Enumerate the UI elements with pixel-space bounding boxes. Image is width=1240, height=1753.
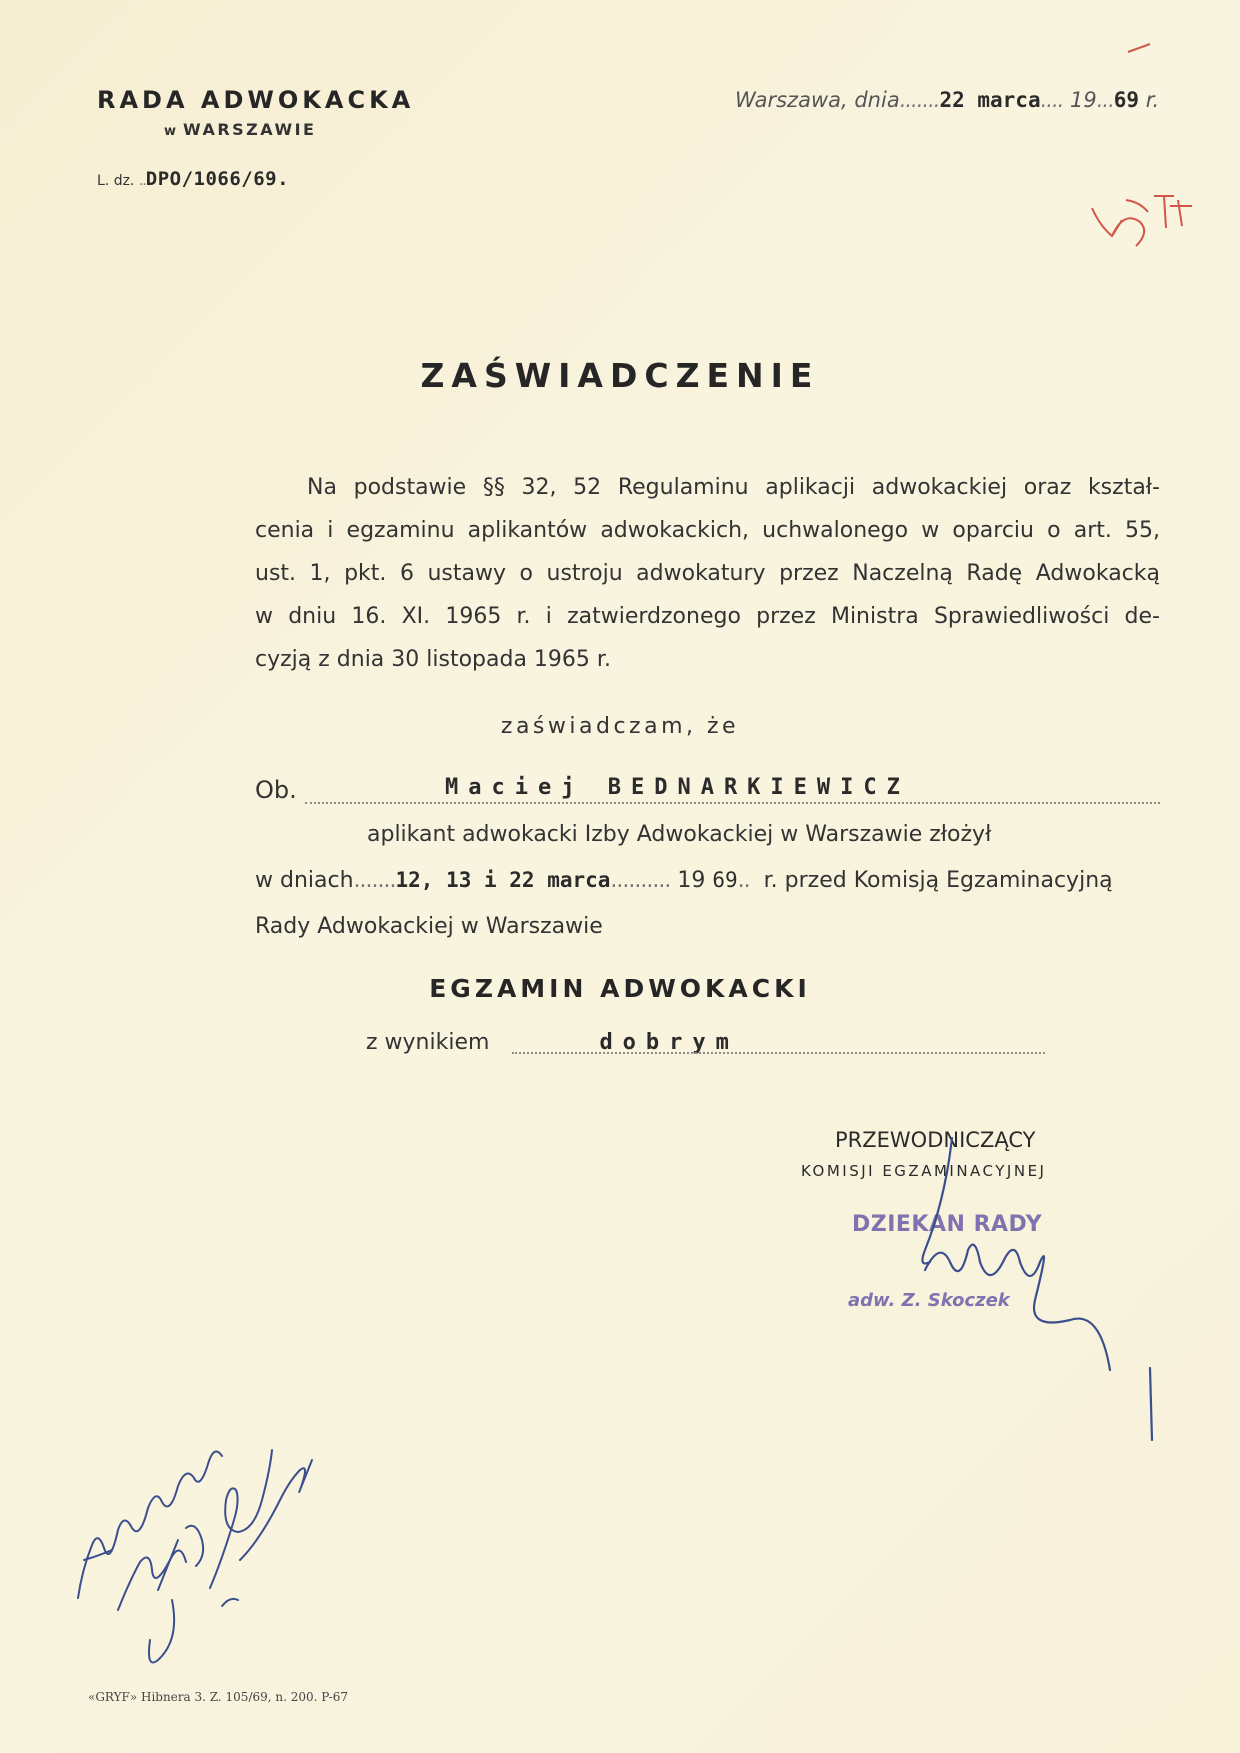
exam-dates-line: w dniach.......12, 13 i 22 marca.......... 19 69.. r. przed Komisją Egzaminacyjną	[255, 868, 1113, 893]
paragraph-line: cenia i egzaminu aplikantów adwokackich, uchwalonego w oparciu o art. 55,	[255, 518, 1160, 543]
result-value: dobrym	[599, 1030, 739, 1055]
dates-label: w dniach	[255, 868, 354, 893]
reference-label: L. dz.	[97, 173, 135, 189]
result-dotted-line	[512, 1052, 1045, 1054]
committee-name: KOMISJI EGZAMINACYJNEJ	[801, 1162, 1047, 1180]
attorney-stamp: adw. Z. Skoczek	[848, 1290, 1010, 1311]
exam-year-prefix: 19	[677, 868, 706, 893]
year-prefix: 19	[1069, 88, 1097, 112]
reference-number: L. dz. ..DPO/1066/69.	[97, 168, 290, 190]
exam-year: 69	[712, 868, 738, 892]
dean-stamp: DZIEKAN RADY	[852, 1212, 1043, 1237]
organization-city-prefix: w	[164, 124, 178, 139]
citizen-label: Ob.	[255, 776, 297, 804]
paragraph-line: ust. 1, pkt. 6 ustawy o ustroju adwokatury przez Naczelną Radę Adwokacką	[255, 561, 1160, 586]
exam-dates: 12, 13 i 22 marca	[395, 868, 611, 892]
organization-city	[164, 120, 316, 139]
year-value: 69	[1113, 88, 1140, 112]
document-title: ZAŚWIADCZENIE	[420, 356, 820, 395]
paragraph-line: w dniu 16. XI. 1965 r. i zatwierdzonego przez Ministra Sprawiedliwości de-	[255, 604, 1160, 629]
result-label: z wynikiem	[366, 1030, 490, 1055]
reference-value: DPO/1066/69.	[145, 168, 290, 190]
name-dotted-line	[305, 802, 1160, 804]
exam-committee-text: r. przed Komisją Egzaminacyjną	[763, 868, 1113, 893]
organization-city-name: WARSZAWIE	[183, 120, 317, 139]
place-label: Warszawa, dnia	[735, 88, 900, 112]
printer-imprint: «GRYF» Hibnera 3. Z. 105/69, n. 200. P-67	[88, 1690, 349, 1704]
candidate-name: Maciej BEDNARKIEWICZ	[445, 775, 910, 800]
chairman-title: PRZEWODNICZĄCY	[835, 1128, 1036, 1152]
date-value: 22 marca	[939, 88, 1041, 112]
exam-title: EGZAMIN ADWOKACKI	[429, 974, 811, 1003]
candidate-role-line: aplikant adwokacki Izby Adwokackiej w Warszawie złożył	[367, 822, 992, 847]
certify-phrase: zaświadczam, że	[500, 714, 740, 739]
organization-name: RADA ADWOKACKA	[97, 86, 415, 114]
paragraph-line: cyzją z dnia 30 listopada 1965 r.	[255, 647, 611, 672]
council-line: Rady Adwokackiej w Warszawie	[255, 914, 603, 939]
legal-basis-paragraph	[255, 466, 1160, 681]
paragraph-line: Na podstawie §§ 32, 52 Regulaminu aplikacji adwokackiej oraz kształ-	[307, 475, 1160, 500]
place-and-date: Warszawa, dnia.......22 marca.... 19...69 r.	[735, 88, 1160, 112]
year-suffix: r.	[1145, 88, 1160, 112]
